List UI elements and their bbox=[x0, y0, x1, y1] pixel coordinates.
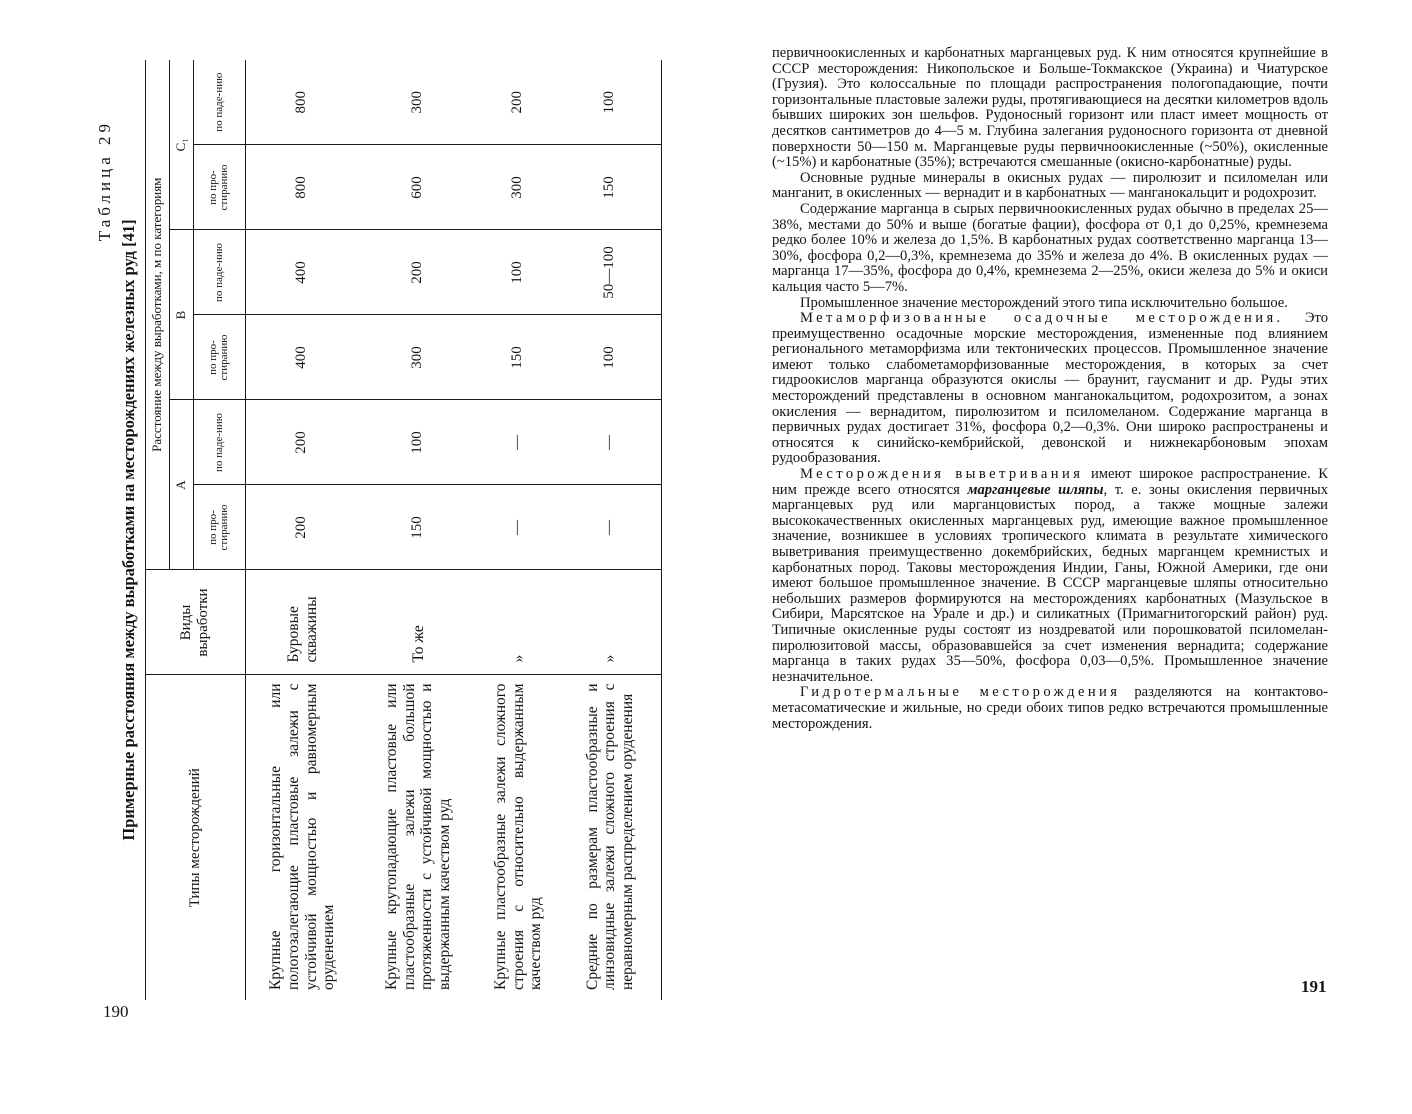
page-number-right: 191 bbox=[1301, 977, 1327, 996]
cell-b-dip: 200 bbox=[357, 230, 477, 315]
cell-c1-dip: 300 bbox=[357, 60, 477, 145]
table-row bbox=[357, 60, 477, 1000]
table-row bbox=[245, 60, 357, 1000]
cell-kind: » bbox=[557, 570, 661, 675]
cell-b-dip: 400 bbox=[245, 230, 357, 315]
cell-a-strike: — bbox=[477, 485, 557, 570]
paragraph-text: Это преимущественно осадочные морские месторождения, измененные под влиянием регионального метаморфизма или тектонических процессов. Промышленное значение имеют только слабометаморфизованные месторождения, в которых за счет гидроокислов марганца образуются окислы — браунит, гаусманит и др. Руды этих месторождений представлены в основном манганокальцитом, родохрозитом, а зонах окисления — вернадитом, пиролюзитом и псиломеланом. Содержание марганца в первичных рудах достигает 31%, фосфора 0,2—0,3%. Они широко распространены и относятся к синийско-кембрийской, девонской и нижнекарбоновым эпохам рудообразования. bbox=[772, 310, 1329, 467]
paragraph: Основные рудные минералы в окисных рудах — пиролюзит и псиломелан или манганит, в окисленных — вернадит и в карбонатных — манганокальцит и родохрозит. bbox=[772, 169, 1328, 202]
paragraph-text: разделяются на контактово-метасоматические и жильные, но среди обоих типов редко встречаются промышленные месторождения. bbox=[772, 684, 1328, 732]
right-page-text bbox=[772, 46, 1328, 732]
table-row bbox=[477, 60, 557, 1000]
table-label: Таблица 29 bbox=[95, 120, 114, 242]
cell-kind: » bbox=[477, 570, 557, 675]
paragraph bbox=[772, 685, 1328, 732]
cell-c1-dip: 100 bbox=[557, 60, 661, 145]
cell-a-dip: 200 bbox=[245, 400, 357, 485]
header-b-strike: по про-стиранию bbox=[193, 315, 245, 400]
cell-b-strike: 400 bbox=[245, 315, 357, 400]
cell-b-strike: 300 bbox=[357, 315, 477, 400]
table-row bbox=[557, 60, 661, 1000]
paragraph: первичноокисленных и карбонатных марганцевых руд. К ним относятся крупнейшие в СССР месторождения: Никопольское и Больше-Токмакское (Украина) и Чиатурское (Грузия). Это колоссальные по площади распространения пологопадающие, почти горизонтальные пластовые залежи руды, протягивающиеся на десятки километров вдоль бывших широких зон шельфов. Рудоносный горизонт или пласт имеет мощность от десятков сантиметров до 4—5 м. Глубина залегания рудоносного горизонта от дневной поверхности 50—150 м. Марганцевые руды первичноокисленные (~50%), окисленные (~15%) и карбонатные (35%); встречаются смешанные (окисно-карбонатные) руды. bbox=[772, 45, 1328, 171]
cell-c1-strike: 300 bbox=[477, 145, 557, 230]
cell-type: Крупные крутопадающие пластовые или пластообразные залежи большой протяженности с устойчивой мощностью и выдержанным качеством руд bbox=[357, 675, 477, 1000]
cell-a-dip: — bbox=[557, 400, 661, 485]
cell-b-strike: 100 bbox=[557, 315, 661, 400]
cell-a-strike: — bbox=[557, 485, 661, 570]
header-a-dip: по паде-нию bbox=[193, 400, 245, 485]
cell-c1-dip: 200 bbox=[477, 60, 557, 145]
rotated-table-block bbox=[95, 60, 695, 1000]
cell-a-strike: 200 bbox=[245, 485, 357, 570]
paragraph bbox=[772, 311, 1328, 467]
cell-c1-dip: 800 bbox=[245, 60, 357, 145]
section-heading: Месторождения выветривания bbox=[800, 466, 1084, 483]
distance-table bbox=[145, 60, 662, 1000]
section-heading: Метаморфизованные осадочные месторождения. bbox=[800, 310, 1284, 327]
cell-kind: То же bbox=[357, 570, 477, 675]
cell-b-dip: 100 bbox=[477, 230, 557, 315]
cell-kind: Буровые скважины bbox=[245, 570, 357, 675]
header-category-a: А bbox=[169, 400, 193, 570]
page-number-left: 190 bbox=[103, 1002, 129, 1021]
paragraph: Промышленное значение месторождений этого типа исключительно большое. bbox=[800, 294, 1288, 311]
cell-c1-strike: 800 bbox=[245, 145, 357, 230]
cell-a-dip: 100 bbox=[357, 400, 477, 485]
cell-c1-strike: 150 bbox=[557, 145, 661, 230]
header-c1-dip: по паде-нию bbox=[193, 60, 245, 145]
cell-b-dip: 50—100 bbox=[557, 230, 661, 315]
cell-a-dip: — bbox=[477, 400, 557, 485]
header-category-c1: C₁ bbox=[169, 60, 193, 230]
cell-type: Крупные пластообразные залежи сложного строения с относительно выдержанным качеством руд bbox=[477, 675, 557, 1000]
header-b-dip: по паде-нию bbox=[193, 230, 245, 315]
header-category-b: В bbox=[169, 230, 193, 400]
header-types: Типы месторождений bbox=[146, 675, 246, 1000]
italic-term: марганцевые шляпы bbox=[967, 481, 1104, 498]
paragraph bbox=[772, 467, 1328, 685]
paragraph-text: , т. е. зоны окисления первичных марганцевых руд или марганцовистых пород, а также мощные залежи высококачественных окисленных марганцевых руд, имеющие важное промышленное значение, возникшее в условиях тропического климата в результате химического выветривания преимущественно докембрийских, бедных марганцем кремнистых и карбонатных пород. Таковы месторождения Индии, Ганы, Южной Америки, где они имеют большое промышленное значение. В СССР марганцевые шляпы относительно небольших размеров формируются на месторождениях карбонатных (Мазульское в Сибири, Марсятское на Урале и др.) и силикатных (Примагнитогорский район) руд. Типичные окисленные руды состоят из ноздреватой или порошковатой псиломелан-пиролюзитовой массы, образовавшейся за счет изменения вернадита; содержание марганца в таких рудах 35—50%, фосфора 0,03—0,5%. Промышленное значение незначительное. bbox=[772, 481, 1329, 685]
table-title: Примерные расстояния между выработками на месторождениях железных руд [41] bbox=[119, 219, 138, 841]
paragraph-text: имеют широкое распространение. К ним прежде всего относятся bbox=[772, 466, 1328, 498]
header-a-strike: по про-стиранию bbox=[193, 485, 245, 570]
cell-c1-strike: 600 bbox=[357, 145, 477, 230]
cell-type: Крупные горизонтальные или пологозалегающие пластовые залежи с устойчивой мощностью и равномерным оруденением bbox=[245, 675, 357, 1000]
cell-a-strike: 150 bbox=[357, 485, 477, 570]
header-distance: Расстояние между выработками, м по категориям bbox=[146, 60, 170, 570]
paragraph: Содержание марганца в сырых первичноокисленных рудах обычно в пределах 25—38%, местами до 50% и выше (богатые фации), фосфора от 0,1 до 0,25%, кремнезема редко более 10% и железа до 1,5%. В карбонатных рудах соответственно марганца 13—30%, фосфора 0,2—0,3%, кремнезема до 35% и железа до 4%. В окисленных рудах — марганца 17—35%, фосфора до 0,4%, кремнезема 2—25%, окиси железа до 5% и окиси кальция часто 5—7%. bbox=[772, 200, 1328, 295]
cell-type: Средние по размерам пластообразные и линзовидные залежи сложного строения с неравномерным распределением оруденения bbox=[557, 675, 661, 1000]
cell-b-strike: 150 bbox=[477, 315, 557, 400]
header-c1-strike: по про-стиранию bbox=[193, 145, 245, 230]
section-heading: Гидротермальные месторождения bbox=[800, 684, 1121, 701]
header-kinds: Виды выработки bbox=[146, 570, 246, 675]
